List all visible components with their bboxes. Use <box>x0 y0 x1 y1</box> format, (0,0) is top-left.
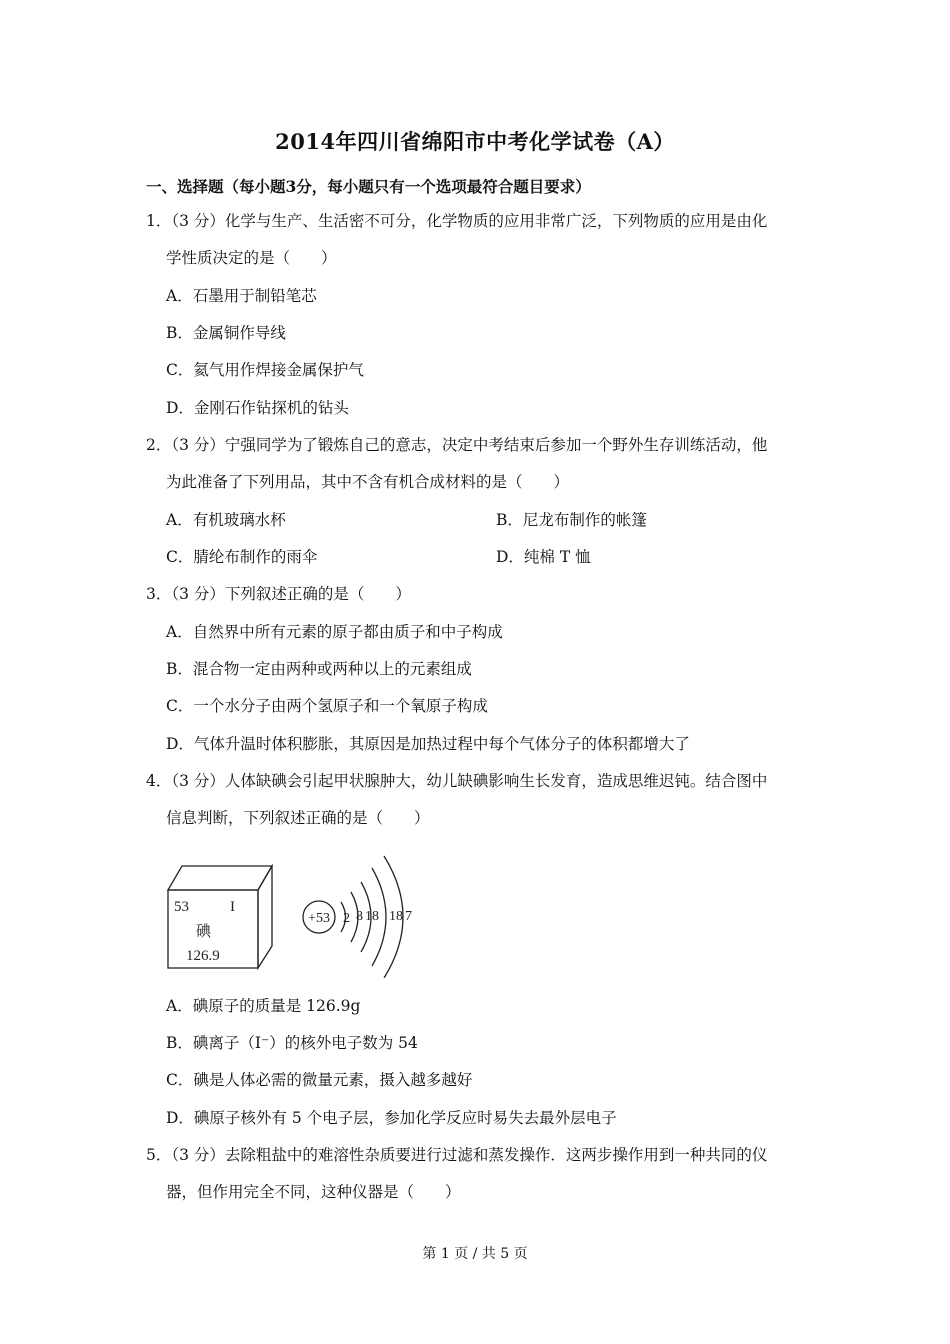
shell-count-2: 8 <box>356 909 363 924</box>
question-4-option-b: B．碘离子（I⁻）的核外电子数为 54 <box>166 1034 418 1052</box>
question-1-option-d: D．金刚石作钻探机的钻头 <box>166 399 349 417</box>
question-1-option-c: C．氦气用作焊接金属保护气 <box>166 361 364 379</box>
question-2-option-c: C．腈纶布制作的雨伞 <box>166 548 318 566</box>
section-heading: 一、选择题（每小题3分，每小题只有一个选项最符合题目要求） <box>146 177 591 196</box>
question-3-option-d: D．气体升温时体积膨胀，其原因是加热过程中每个气体分子的体积都增大了 <box>166 735 690 753</box>
page-footer: 第 1 页 / 共 5 页 <box>422 1246 528 1262</box>
question-5-stem: 5．（3 分）去除粗盐中的难溶性杂质要进行过滤和蒸发操作．这两步操作用到一种共同的仪 <box>146 1146 768 1164</box>
iodine-figure <box>160 838 430 978</box>
question-2-stem: 2．（3 分）宁强同学为了锻炼自己的意志，决定中考结束后参加一个野外生存训练活动，他 <box>146 436 768 454</box>
question-2-option-d: D．纯棉 T 恤 <box>496 548 591 566</box>
question-3-option-b: B．混合物一定由两种或两种以上的元素组成 <box>166 660 472 678</box>
question-1-stem-cont: 学性质决定的是（ ） <box>166 249 337 267</box>
element-cell <box>168 866 272 968</box>
shell-count-3: 18 <box>365 909 379 924</box>
question-3-stem: 3．（3 分）下列叙述正确的是（ ） <box>146 585 411 603</box>
nucleus-charge: +53 <box>308 911 330 926</box>
question-2-option-a: A．有机玻璃水杯 <box>166 511 286 529</box>
question-4-option-d: D．碘原子核外有 5 个电子层，参加化学反应时易失去最外层电子 <box>166 1109 617 1127</box>
question-3-option-c: C．一个水分子由两个氢原子和一个氧原子构成 <box>166 697 488 715</box>
page-title: 2014年四川省绵阳市中考化学试卷（A） <box>275 129 675 154</box>
question-2-option-b: B．尼龙布制作的帐篷 <box>496 511 647 529</box>
shell-count-1: 2 <box>343 911 350 926</box>
element-name: 碘 <box>196 922 212 940</box>
question-1-option-a: A．石墨用于制铅笔芯 <box>166 287 317 305</box>
question-4-stem: 4．（3 分）人体缺碘会引起甲状腺肿大，幼儿缺碘影响生长发育，造成思维迟钝。结合图中 <box>146 772 768 790</box>
question-4-option-c: C．碘是人体必需的微量元素，摄入越多越好 <box>166 1071 473 1089</box>
atomic-number: 53 <box>174 899 189 915</box>
question-2-stem-cont: 为此准备了下列用品，其中不含有机合成材料的是（ ） <box>166 473 570 491</box>
question-1-option-b: B．金属铜作导线 <box>166 324 286 342</box>
question-5-stem-cont: 器，但作用完全不同，这种仪器是（ ） <box>166 1183 461 1201</box>
question-4-stem-cont: 信息判断，下列叙述正确的是（ ） <box>166 809 430 827</box>
shell-count-5: 7 <box>405 909 412 924</box>
question-3-option-a: A．自然界中所有元素的原子都由质子和中子构成 <box>166 623 503 641</box>
question-1-stem: 1．（3 分）化学与生产、生活密不可分，化学物质的应用非常广泛，下列物质的应用是由化 <box>146 212 768 230</box>
atomic-mass: 126.9 <box>186 948 220 964</box>
question-4-option-a: A．碘原子的质量是 126.9g <box>166 997 361 1015</box>
element-symbol: I <box>230 899 235 915</box>
shell-count-4: 18 <box>389 909 403 924</box>
